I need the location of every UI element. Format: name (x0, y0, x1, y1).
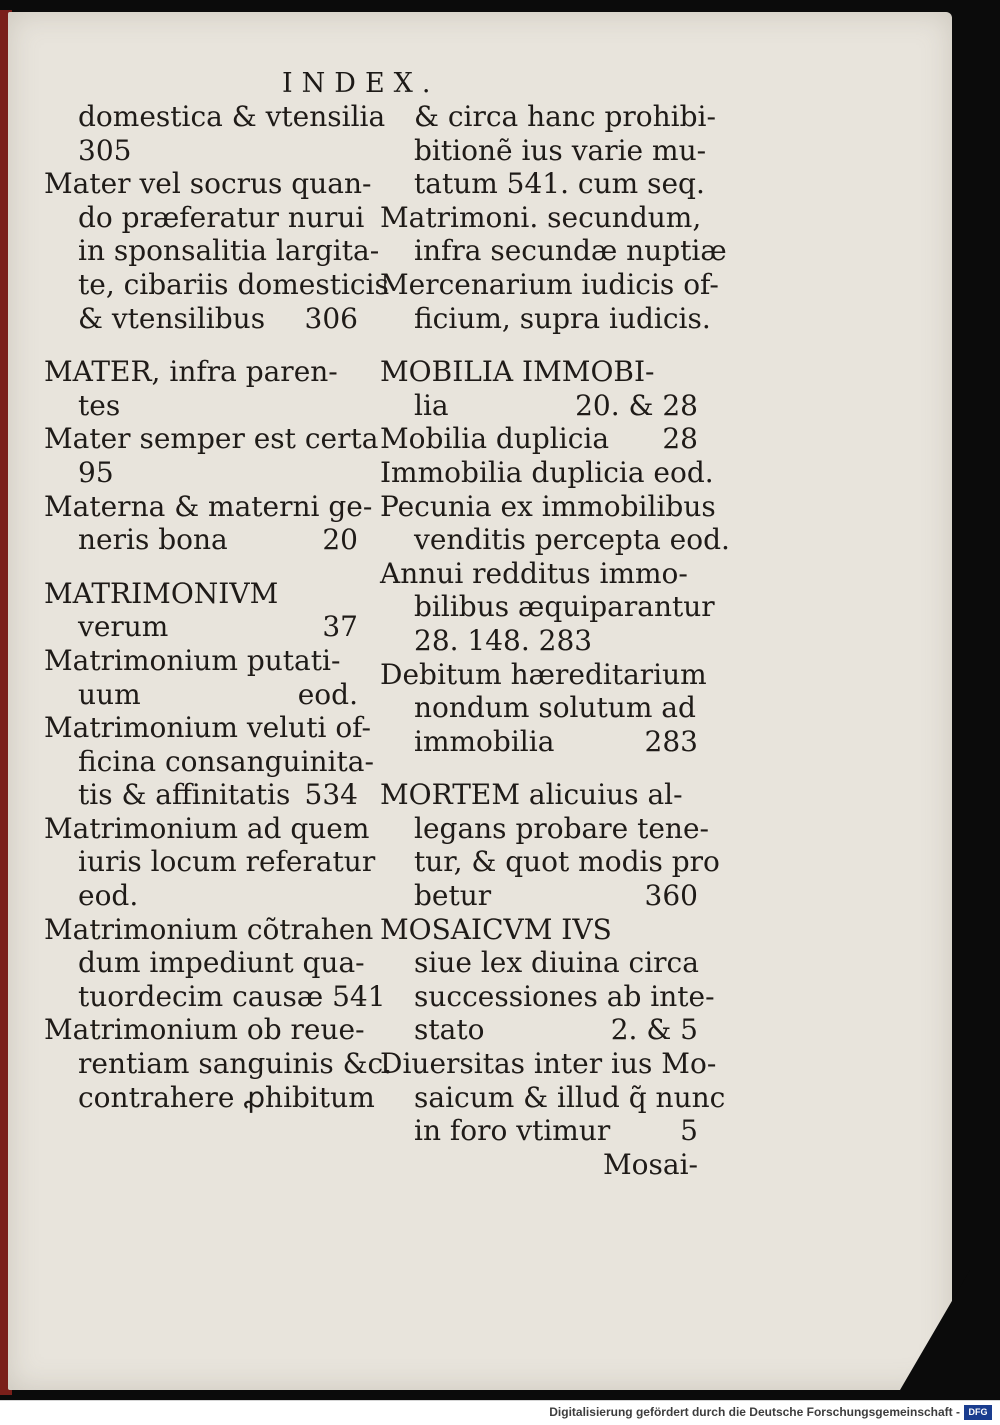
entry-gap (380, 758, 698, 778)
index-text: lia (414, 388, 449, 422)
index-line (44, 267, 389, 302)
index-text: domestica & vtensilia (78, 100, 386, 133)
index-text: ficium, supra iudicis. (414, 301, 711, 335)
entry-gap (380, 335, 698, 355)
index-text: MATRIMONIVM (44, 576, 279, 610)
index-text: MOSAICVM IVS (380, 912, 612, 946)
index-line (380, 455, 714, 490)
index-text: tatum 541. cum seq. (414, 167, 705, 201)
index-line (44, 200, 365, 235)
index-line (380, 133, 707, 168)
index-text: tis & affinitatis (78, 778, 291, 812)
index-text: stato (414, 1013, 485, 1047)
index-text: do præferatur nurui (78, 200, 365, 234)
index-text: 305 (78, 133, 132, 167)
index-text: & circa hanc prohibi- (414, 100, 716, 133)
index-line (44, 946, 365, 980)
index-text: legans probare tene- (414, 811, 709, 845)
index-text: Matrimonium putati- (44, 643, 341, 677)
index-line (44, 845, 376, 879)
index-text: uum (78, 677, 141, 711)
index-line (380, 557, 698, 591)
running-head: INDEX. (282, 68, 440, 99)
index-text: ficina consanguinita- (78, 744, 374, 778)
index-text: rentiam sanguinis &c. (78, 1047, 393, 1081)
index-line (380, 845, 720, 879)
index-line (380, 1080, 726, 1115)
index-text: tur, & quot modis pro (414, 845, 720, 879)
index-text: nondum solutum ad (414, 691, 696, 725)
index-column-left (44, 100, 393, 1114)
index-text: betur (414, 879, 492, 913)
page-reference: 20 (322, 523, 358, 557)
index-text: MOBILIA IMMOBI- (380, 355, 655, 389)
index-text: Mobilia duplicia (380, 422, 610, 456)
page-reference: 28 (662, 422, 698, 456)
index-text: 95 (78, 455, 114, 489)
index-text: contrahere ꝓhibitum (78, 1080, 375, 1114)
index-line (380, 301, 711, 336)
index-line (44, 134, 358, 168)
page-reference: 2. & 5 (610, 1013, 698, 1047)
index-text: Matrimonium cõtrahen (44, 912, 374, 946)
index-text: bilibus æquiparantur (414, 590, 715, 624)
index-line (44, 389, 358, 423)
index-line (44, 811, 370, 846)
index-text: Materna & materni ge- (44, 489, 373, 523)
index-text: eod. (78, 879, 139, 913)
index-line (380, 657, 707, 692)
index-line (44, 577, 358, 611)
index-line (44, 302, 358, 336)
index-text: in sponsalitia largita- (78, 234, 380, 268)
index-line (380, 913, 698, 947)
index-line (44, 355, 358, 389)
index-line (380, 879, 698, 913)
entry-gap (44, 557, 358, 577)
index-line (380, 100, 716, 134)
catchword: Mosai- (602, 1147, 698, 1181)
digitization-footer (0, 1400, 1000, 1425)
index-text: in foro vtimur (414, 1114, 611, 1148)
index-text: Debitum hæreditarium (380, 657, 707, 691)
index-text: saicum & illud q̃ nunc (414, 1080, 726, 1114)
page-reference: 534 (304, 778, 358, 812)
index-line (380, 1047, 717, 1081)
index-line (380, 624, 698, 658)
index-line (44, 610, 358, 644)
index-line (380, 422, 698, 456)
index-line (380, 167, 705, 201)
index-line (44, 711, 372, 745)
index-text: Mater vel socrus quan- (44, 167, 372, 201)
index-line (44, 778, 358, 812)
index-text: 28. 148. 283 (414, 623, 593, 657)
index-line (44, 234, 380, 268)
page-reference: 20. & 28 (575, 388, 698, 422)
index-line (380, 946, 698, 980)
index-line (44, 456, 358, 490)
page-reference: 37 (322, 610, 358, 644)
index-text: Diuersitas inter ius Mo- (380, 1047, 717, 1081)
index-line (44, 523, 358, 557)
index-text: verum (78, 610, 169, 644)
index-text: tuordecim causæ 541 (78, 979, 386, 1013)
dfg-logo-icon: DFG (964, 1405, 992, 1420)
index-text: Matrimonium ob reue- (44, 1013, 365, 1047)
index-text: tes (78, 388, 121, 422)
index-line (44, 744, 374, 779)
index-text: Matrimonium veluti of- (44, 711, 372, 745)
index-text: infra secundæ nuptiæ (414, 234, 727, 268)
index-line (44, 1047, 393, 1081)
index-text: bitionẽ ius varie mu- (414, 133, 707, 167)
index-text: Matrimonium ad quem (44, 811, 370, 845)
index-line (380, 1013, 698, 1047)
index-text: Mercenarium iudicis of- (380, 267, 719, 301)
index-line (380, 979, 715, 1014)
index-line (380, 234, 727, 268)
entry-gap (44, 335, 358, 355)
index-text: Immobilia duplicia eod. (380, 455, 714, 489)
index-line (44, 1080, 375, 1115)
index-line (380, 778, 698, 812)
index-line (380, 691, 698, 725)
index-line (380, 590, 715, 624)
index-text: Mater semper est certa (44, 422, 379, 456)
index-line (380, 489, 716, 524)
index-line (44, 979, 386, 1014)
index-line (44, 678, 358, 712)
page-reference: 306 (304, 301, 358, 335)
index-text: te, cibariis domesticis (78, 267, 389, 301)
index-line (44, 912, 374, 947)
index-text: successiones ab inte- (414, 979, 715, 1013)
index-text: Pecunia ex immobilibus (380, 489, 716, 523)
index-line (380, 1114, 698, 1148)
index-text: & vtensilibus (78, 301, 266, 335)
index-line (380, 355, 698, 389)
index-line (380, 200, 702, 235)
index-line (380, 811, 709, 846)
index-text: neris bona (78, 523, 228, 557)
footer-credit: Digitalisierung gefördert durch die Deutsche Forschungsgemeinschaft - (549, 1405, 960, 1419)
index-text: immobilia (414, 724, 555, 758)
index-text: MATER, infra paren- (44, 355, 338, 389)
index-line (44, 100, 386, 134)
index-line (44, 167, 372, 201)
page-reference: eod. (297, 677, 358, 711)
index-line (380, 523, 730, 557)
page-reference: 283 (644, 724, 698, 758)
index-text: Matrimoni. secundum, (380, 200, 702, 234)
index-line (380, 725, 698, 759)
index-line (44, 422, 379, 456)
index-text: MORTEM alicuius al- (380, 778, 683, 812)
page-reference: 5 (680, 1114, 698, 1148)
index-line (44, 489, 373, 524)
index-text: iuris locum referatur (78, 845, 376, 879)
index-text: dum impediunt qua- (78, 946, 365, 980)
index-line (380, 389, 698, 423)
index-line (44, 879, 358, 913)
index-line (380, 267, 719, 302)
index-text: siue lex diuina circa (414, 946, 699, 980)
index-column-right (380, 100, 730, 1181)
index-text: venditis percepta eod. (414, 523, 730, 557)
index-line (44, 1013, 365, 1047)
page-reference: 360 (644, 879, 698, 913)
index-line (44, 644, 358, 678)
index-text: Annui redditus immo- (380, 556, 688, 590)
